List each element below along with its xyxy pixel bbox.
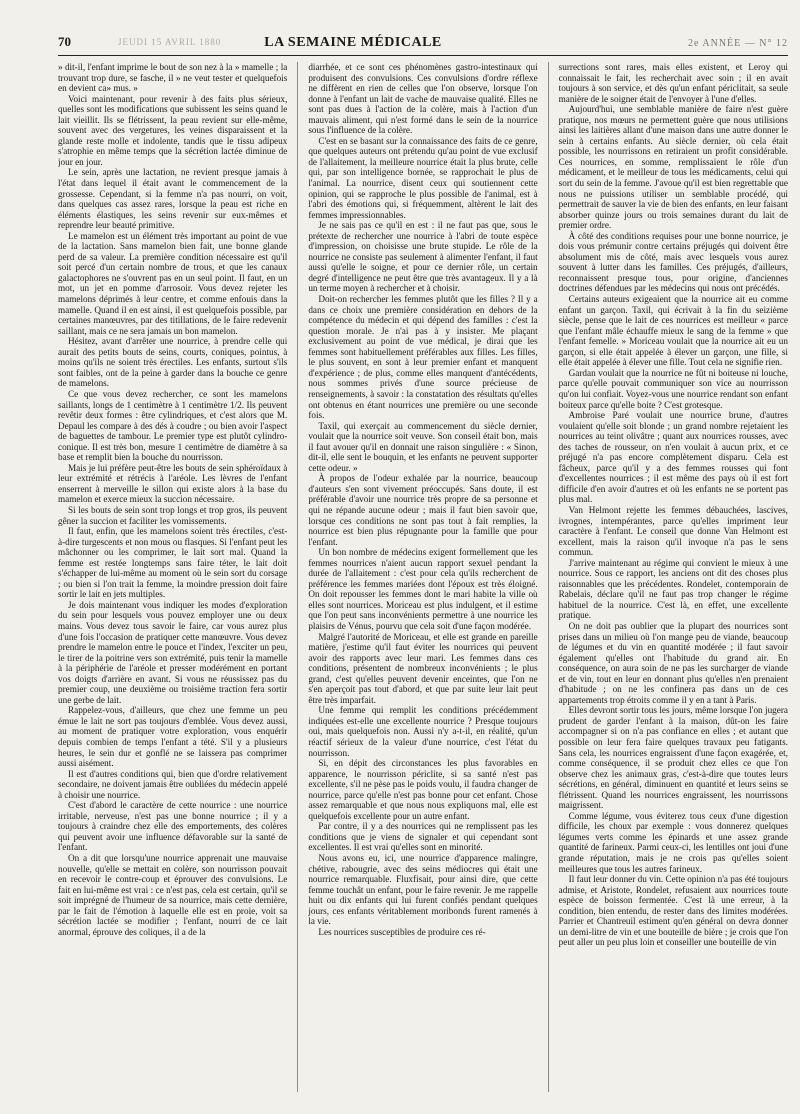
paragraph: Si les bouts de sein sont trop longs et trop gros, ils peuvent gêner la succion et faciliter les vomissements. — [58, 504, 288, 526]
column-1 — [58, 62, 287, 1092]
article-columns — [58, 62, 788, 1092]
paragraph: Si, en dépit des circonstances les plus favorables en apparence, le nourrisson périclite, si sa santé n'est pas excellente, s'il ne pèse pas le poids voulu, il faudra changer de nourrice, parce qu'elle n'est pas bonne pour cet enfant. Chose assez remarquable et que nous nous expliquons mal, elle est quelquefois excellente pour un autre enfant. — [308, 758, 538, 821]
paragraph: Comme légume, vous éviterez tous ceux d'une digestion difficile, les choux par exemple : vous donnerez quelques légumes verts comme les épinards et une assez grande quantité de farineux. Parmi ceux-ci, les lentilles ont joui d'une grande réputation, mais je ne crois pas qu'elles soient meilleures que tous les autres farineux. — [558, 810, 788, 874]
page-number: 70 — [58, 34, 71, 49]
paragraph: Rappelez-vous, d'ailleurs, que chez une femme un peu émue le lait ne sort pas toujours d'emblée. Vous devez aussi, au moment de pratiquer votre exploration, vous enquérir depuis combien de temps l'enfant a tété. S'il y a plusieurs heures, le sein dur et gonflé ne se laissera pas comprimer aussi aisément. — [58, 705, 288, 769]
paragraph: Ambroise Paré voulait une nourrice brune, d'autres voulaient qu'elle soit blonde ; un grand nombre rejetaient les nourrices au teint olivâtre ; quant aux nourrices rousses, avec des taches de rousseur, on n'en voulait à aucun prix, et ce préjugé n'a pas encore complètement disparu. Cela est fâcheux, parce qu'il y a des femmes rousses qui font d'excellentes nourrices ; il est même des pays où il est fort difficile d'en avoir d'autres et où les enfants ne se portent pas plus mal. — [558, 410, 788, 505]
paragraph: Le sein, après une lactation, ne revient presque jamais à l'état dans lequel il était avant le commencement de la grossesse. Cependant, si la femme n'a pas nourri, on voit, dans quelques cas assez rares, lorsque la peau est riche en éléments élastiques, les seins revenir sur eux-mêmes et reprendre leur beauté primitive. — [58, 167, 288, 231]
paragraph: Par contre, il y a des nourrices qui ne remplissent pas les conditions que je viens de signaler et qui cependant sont excellentes. Il est vrai qu'elles sont en minorité. — [308, 821, 538, 853]
header-rule — [58, 55, 788, 56]
paragraph: Hésitez, avant d'arrêter une nourrice, à prendre celle qui aurait des petits bouts de seins, courts, coniques, pointus, à moins qu'ils ne soient très érectiles. Les enfants, surtout s'ils sont faibles, ont de la peine à garder dans la bouche ce genre de mamelons. — [58, 336, 288, 389]
paragraph: Doit-on rechercher les femmes plutôt que les filles ? Il y a dans ce choix une première considération en dehors de la compétence du médecin et qui dépend des familles : c'est la question morale. Je n'ai pas à y insister. Me plaçant exclusivement au point de vue médical, je dirai que les femmes sont habituellement préférables aux filles. Les filles, le plus souvent, en sont à leur premier enfant et manquent d'expérience ; de plus, comme elles manquent d'antécédents, nous sommes privés d'une source précieuse de renseignements, à savoir : la constatation des résultats qu'elles ont obtenus en étant nourrices une première ou une seconde fois. — [308, 294, 538, 421]
paragraph: Je dois maintenant vous indiquer les modes d'exploration du sein pour lesquels vous pouvez employer une ou deux mains. Vous devez tous savoir le faire, car vous aurez plus d'une fois l'occasion de pratiquer cette manœuvre. Vous devez prendre le mamelon entre le pouce et l'index, l'exciter un peu, le tirer de la poitrine vers son extrémité, puis tenir la mamelle à la périphérie de l'aréole et presser modérément en portant vos doigts d'arrière en avant. Si vous ne réussissez pas du premier coup, une deuxième ou troisième traction fera sortir une gerbe de lait. — [58, 599, 288, 705]
paragraph: Je ne sais pas ce qu'il en est : il ne faut pas que, sous le prétexte de rechercher une nourrice à l'abri de toute espèce d'impression, on choisisse une brute stupide. Le rôle de la nourrice ne consiste pas seulement à alimenter l'enfant, il faut aussi qu'elle le soigne, et pour ce dernier rôle, un certain degré d'intelligence ne peut être que très avantageux. Il y a là un terme moyen à rechercher et à choisir. — [308, 220, 538, 294]
journal-title: LA SEMAINE MÉDICALE — [264, 35, 442, 50]
faint-date: JEUDI 15 AVRIL 1880 — [118, 37, 222, 47]
paragraph: Il faut, enfin, que les mamelons soient très érectiles, c'est-à-dire turgescents et non mous ou flasques. Si l'enfant peut les mâchonner ou les comprimer, le lait sort mal. Quand la femme est restée longtemps sans faire téter, le lait doit s'échapper de lui-même au moment où le sein sort du corsage ; ou bien si l'on trait la femme, la moindre pression doit faire sortir le lait en jets multiples. — [58, 526, 288, 600]
paragraph: Nous avons eu, ici, une nourrice d'apparence malingre, chétive, rabougrie, avec des seins médiocres qui était une nourrice remarquable. Fluxfisait, pour ainsi dire, que cette femme touchât un enfant, pour le faire revenir. Je me rappelle huit ou dix enfants qui lui furent confiés pendant quelques jours, ces enfants véritablement moribonds furent ramenés à la vie. — [308, 853, 538, 927]
paragraph: Gardan voulait que la nourrice ne fût ni boiteuse ni louche, parce qu'elle pouvait communiquer son vice au nourrisson qu'on lui confiait. Voyez-vous une nourrice rendant son enfant boiteux parce qu'elle boite ? C'est grotesque. — [558, 367, 788, 410]
paragraph: À propos de l'odeur exhalée par la nourrice, beaucoup d'auteurs s'en sont vivement préoccupés. Sans doute, il est préférable d'avoir une nourrice très propre de sa personne et qui ne répande aucune odeur ; mais il faut bien savoir que, lorsque ces conditions ne sont pas tout à fait remplies, la nourrice est bien plus répugnante pour la famille que pour l'enfant. — [308, 473, 538, 547]
paragraph: Elles devront sortir tous les jours, même lorsque l'on jugera prudent de garder l'enfant à la maison, dût-on les faire accompagner si on n'a pas confiance en elles ; et autant que possible on leur fera faire quelques travaux peu fatigants. Sans cela, les nourrices engraissent d'une façon exagérée, et, comme conséquence, il se produit chez elles ce que l'on observe chez les animaux gras, c'est-à-dire que toutes leurs sécrétions, en général, diminuent en quantité et leurs seins se flétrissent. Quand les nourrices engraissent, les nourrissons maigrissent. — [558, 705, 788, 811]
paragraph: On a dit que lorsqu'une nourrice apprenait une mauvaise nouvelle, qu'elle se mettait en colère, son nourrisson pouvait en recevoir le contre-coup et éprouver des convulsions. Le fait en lui-même est vrai : ce n'est pas, cela est certain, qu'il se soit imprégné de l'humeur de sa nourrice, mais cette dernière, par le fait de l'émotion à laquelle elle est en proie, voit sa sécrétion lactée se modifier ; l'enfant, nourri de ce lait anormal, éprouve des coliques, il a de la — [58, 853, 288, 937]
paragraph: C'est en se basant sur la connaissance des faits de ce genre, que quelques auteurs ont prétendu qu'au point de vue exclusif de l'allaitement, la meilleure nourrice était la plus brute, celle qui, par son intelligence bornée, se rapprochait le plus de l'animal. La nourrice, disent ceux qui soutiennent cette opinion, qui se rapproche le plus possible de l'animal, est à l'abri des émotions qui, si fréquemment, altèrent le lait des femmes impressionnables. — [308, 135, 538, 220]
paragraph: À côté des conditions requises pour une bonne nourrice, je dois vous prémunir contre certains préjugés qui doivent être absolument mis de côté, mais avec lesquels vous aurez souvent à lutter dans les familles. Ces préjugés, d'ailleurs, reconnaissent presque tous, pour origine, d'anciennes doctrines défendues par les médecins qui nous ont précédés. — [558, 230, 788, 294]
paragraph: surrections sont rares, mais elles existent, et Leroy qui connaissait le fait, les recherchait avec soin ; il en avait toujours à son service, et dès qu'un enfant périclitait, sa seule manière de le soigner était de l'envoyer à l'une d'elles. — [558, 62, 788, 104]
paragraph: diarrhée, et ce sont ces phénomènes gastro-intestinaux qui produisent des convulsions. Ces convulsions d'ordre réflexe ne diffèrent en rien de celles que l'on observe, lorsque l'on donne à l'enfant un lait de vache de mauvaise qualité. Elles ne sont pas dues à l'action de la colère, mais à l'action d'un mauvais aliment, qui n'est formé dans le sein de la nourrice sous l'influence de la colère. — [308, 62, 538, 136]
paragraph: Certains auteurs exigeaient que la nourrice ait eu comme enfant un garçon. Taxil, qui écrivait à la fin du seizième siècle, pense que le lait de ces nourrices est meilleur « parce que l'enfant mâle échauffe mieux le sang de la femme » que l'enfant femelle. » Moriceau voulait que la nourrice ait eu un garçon, si elle était appelée à élever un garçon, une fille, si elle était appelée à élever une fille. Tout cela ne signifie rien. — [558, 294, 788, 368]
paragraph: Malgré l'autorité de Moriceau, et elle est grande en pareille matière, j'estime qu'il faut éviter les nourrices qui peuvent avoir des rapports avec leur mari. Les femmes dans ces conditions, présentent de nombreux inconvénients ; le plus grand, c'est qu'elles peuvent devenir enceintes, que l'on ne s'en aperçoit pas tout d'abord, et que par suite leur lait peut être très imparfait. — [308, 631, 538, 705]
paragraph: Un bon nombre de médecins exigent formellement que les femmes nourrices n'aient aucun rapport sexuel pendant la durée de l'allaitement : c'est pour cela qu'ils recherchent de préférence les femmes mariées dont l'époux est très éloigné. On doit repousser les femmes dont le mari habite la ville où elles sont nourrices. Moriceau est plus indulgent, et il estime que l'on peut sans inconvénients permettre à une nourrice les plaisirs de Vénus, pourvu que cela soit d'une façon modérée. — [308, 547, 538, 631]
paragraph: Taxil, qui exerçait au commencement du siècle dernier, voulait que la nourrice soit veuve. Son conseil était bon, mais il faut avouer qu'il en donnait une raison singulière : « Sinon, dit-il, elle sent le bouquin, et les enfants ne peuvent supporter cette odeur. » — [308, 420, 538, 473]
paragraph: Il est d'autres conditions qui, bien que d'ordre relativement secondaire, ne doivent jamais être oubliées du médecin appelé à choisir une nourrice. — [58, 768, 288, 800]
running-head — [58, 34, 788, 52]
paragraph: Mais je lui préfère peut-être les bouts de sein sphéroïdaux à leur extrémité et rétrécis à l'aréole. Les lèvres de l'enfant enserrent à merveille le sillon qui existe alors à la base du mamelon et exerce mieux la succion nécessaire. — [58, 462, 288, 505]
column-3 — [559, 62, 788, 1092]
paragraph: » dit-il, l'enfant imprime le bout de son nez à la » mamelle ; la trouvant trop dure, se fasche, il » ne veut tester et quelquefois en devient ca» mus. » — [58, 62, 288, 94]
paragraph: Il faut leur donner du vin. Cette opinion n'a pas été toujours admise, et Aristote, Rondelet, refusaient aux nourrices toute espèce de boisson fermentée. C'est là une erreur, à la condition, bien entendu, de rester dans des limites modérées. Parrier et Chantreuil estiment qu'en général on devra donner un demi-litre de vin et une bouteille de bière ; je crois que l'on peut aller un peu plus loin et conseiller une bouteille de vin — [558, 874, 788, 948]
column-divider — [297, 62, 298, 1092]
paragraph: Les nourrices susceptibles de produire ces ré- — [318, 926, 486, 937]
paragraph: Van Helmont rejette les femmes débauchées, lascives, ivrognes, intempérantes, parce qu'elles impriment leur caractère à l'enfant. Le conseil que donne Van Helmont est excellent, mais la raison qu'il invoque n'a pas le sens commun. — [558, 504, 788, 558]
paragraph: J'arrive maintenant au régime qui convient le mieux à une nourrice. Sous ce rapport, les anciens ont dit des choses plus raisonnables que les précédentes. Rondelet, contemporain de Rabelais, déclare qu'il ne faut pas trop changer le régime habituel de la nourrice. C'est là, en effet, une excellente pratique. — [558, 557, 788, 621]
column-2 — [308, 62, 537, 1092]
paragraph: C'est d'abord le caractère de cette nourrice : une nourrice irritable, nerveuse, n'est pas une bonne nourrice ; il y a toujours à craindre chez elle des emportements, des colères qui peuvent avoir une influence défavorable sur la santé de l'enfant. — [58, 800, 288, 853]
paragraph: Une femme qui remplit les conditions précédemment indiquées est-elle une excellente nourrice ? Presque toujours oui, mais quelquefois non. Aussi n'y a-t-il, en réalité, qu'un réactif sérieux de la valeur d'une nourrice, c'est l'état du nourrisson. — [308, 705, 538, 758]
faint-issue: 2e ANNÉE — N° 12 — [688, 38, 788, 49]
column-divider — [548, 62, 549, 1092]
paragraph: Voici maintenant, pour revenir à des faits plus sérieux, quelles sont les modifications que subissent les seins quand le lait vieillit. Ils se flétrissent, la peau revient sur elle-même, souvent avec des vergetures, les veines disparaissent et la glande reste molle et indolente, tandis que le tissu adipeux s'atrophie en même temps que la sécrétion lactée diminue de jour en jour. — [58, 93, 288, 167]
paragraph: Aujourd'hui, une semblable manière de faire n'est guère pratique, nos mœurs ne permettent guère que nous utilisions ainsi les laitières allant d'une maison dans une autre donner le sein à certains enfants. Au siècle dernier, où cela était possible, les nourrissons en retiraient un profit considérable. Ces nourrices, en somme, remplissaient le rôle d'un médicament, et le meilleur de tous les médicaments, celui qui sort du sein de la femme. J'avoue qu'il est bien regrettable que nous ne puissions utiliser un semblable procédé, qui permettrait de sauver la vie de bien des enfants, en leur faisant absorber quinze jours ou trois semaines durant du lait de premier ordre. — [558, 104, 788, 231]
paragraph: Ce que vous devez rechercher, ce sont les mamelons saillants, longs de 1 centimètre à 1 centimètre 1/2. Ils peuvent revêtir deux formes : être cylindriques, et c'est alors que M. Depaul les compare à des dés à coudre ; ou bien avoir l'aspect de baguettes de tambour. Le premier type est plutôt cylindro-conique. Il est très bon, mesure 1 centimètre de diamètre à sa base et remplit bien la bouche du nourrisson. — [58, 388, 288, 463]
paragraph: Le mamelon est un élément très important au point de vue de la lactation. Sans mamelon bien fait, une bonne glande perd de sa valeur. La première condition nécessaire est qu'il soit percé d'un certain nombre de trous, et que les canaux galactophores ne s'ouvrent pas en un seul point. Il faut, en un mot, un jet en pomme d'arrosoir. Vous devez rejeter les mamelons déprimés à leur centre, et comme enfouis dans la mamelle. Quand il en est ainsi, il est quelquefois possible, par certaines manœuvres, par des titillations, de le faire redevenir saillant, mais ce ne sera jamais un bon mamelon. — [58, 230, 288, 336]
paragraph: On ne doit pas oublier que la plupart des nourrices sont prises dans un milieu où l'on mange peu de viande, beaucoup de légumes et du vin en quantité modérée ; il faut savoir également qu'elles ont l'habitude du grand air. En conséquence, on aura soin de ne pas les surcharger de viande et de vin, tout en leur en donnant plus qu'elles n'en prenaient d'habitude ; on ne les confinera pas dans un de ces appartements trop étroits comme il y en a tant à Paris. — [558, 620, 788, 705]
newspaper-page — [58, 34, 788, 1100]
